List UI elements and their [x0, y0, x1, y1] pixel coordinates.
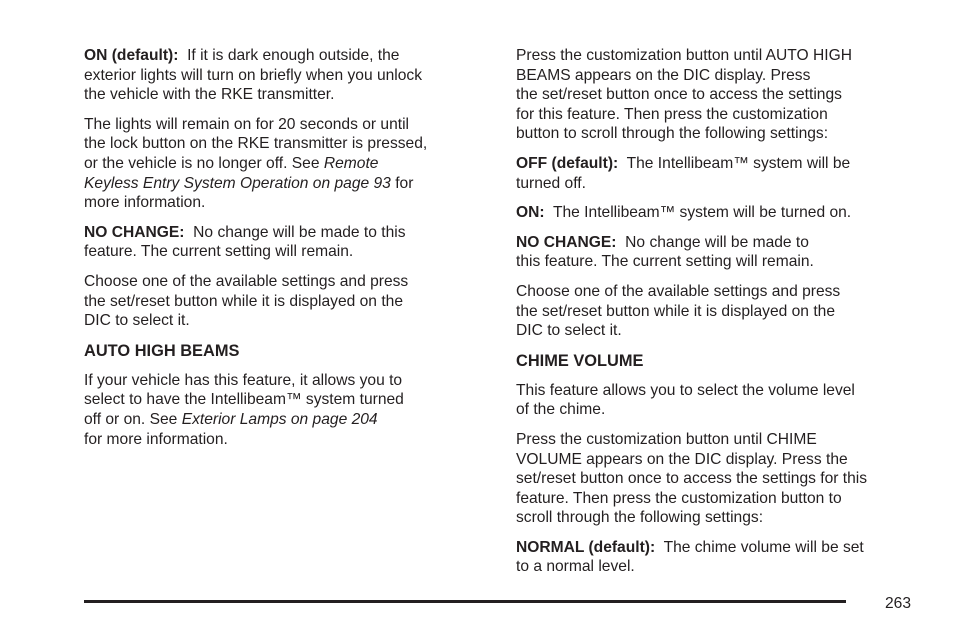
rke-xref-link-part-1[interactable]: Remote [323, 154, 379, 172]
right-no-change-line-1: No change will be made to [625, 233, 809, 251]
cv-press-line-5: scroll through the following settings: [516, 509, 764, 527]
choose-paragraph [84, 272, 484, 331]
page-number: 263 [885, 595, 912, 612]
cv-desc-line-1: This feature allows you to select the volume level [516, 381, 855, 399]
lights-remain-line-5: more information. [84, 194, 206, 212]
press-line-4: for this feature. Then press the customization [516, 105, 828, 123]
lights-remain-line-3: or the vehicle is no longer off. See [84, 154, 320, 172]
on-default-line-3: the vehicle with the RKE transmitter. [84, 86, 335, 104]
right-choose-line-2: the set/reset button while it is displayed on the [516, 302, 835, 320]
lights-remain-paragraph [84, 115, 484, 213]
ahb-line-3: off or on. See [84, 410, 178, 428]
auto-high-beams-heading: AUTO HIGH BEAMS [84, 341, 240, 360]
right-choose-line-1: Choose one of the available settings and press [516, 282, 841, 300]
press-line-2: BEAMS appears on the DIC display. Press [516, 66, 811, 84]
on-default-paragraph [84, 46, 484, 105]
on-default-line-1: If it is dark enough outside, the [187, 47, 400, 64]
rke-xref-link-part-2[interactable]: Keyless Entry System Operation on page 93 [84, 174, 391, 192]
right-choose-paragraph [516, 282, 922, 341]
on-term: ON: [516, 204, 545, 222]
cv-press-line-3: set/reset button once to access the settings for this [516, 470, 868, 488]
right-no-change-line-2: this feature. The current setting will remain. [516, 253, 814, 271]
chime-press-paragraph [516, 430, 922, 528]
ahb-line-4: for more information. [84, 430, 228, 448]
choose-line-3: DIC to select it. [84, 312, 190, 330]
cv-press-line-2: VOLUME appears on the DIC display. Press the [516, 450, 848, 468]
lights-remain-line-1: The lights will remain on for 20 seconds or until [84, 115, 410, 133]
no-change-term: NO CHANGE: [84, 223, 185, 241]
exterior-lamps-xref-link[interactable]: Exterior Lamps on page 204 [181, 410, 378, 428]
no-change-paragraph [84, 223, 484, 262]
lights-remain-line-2: the lock button on the RKE transmitter is pressed, [84, 135, 428, 153]
normal-line-1: The chime volume will be set [663, 538, 864, 556]
on-paragraph [516, 203, 922, 223]
right-no-change-paragraph [516, 233, 922, 272]
right-choose-line-3: DIC to select it. [516, 322, 622, 340]
no-change-line-2: feature. The current setting will remain. [84, 243, 354, 261]
off-default-line-2: turned off. [516, 174, 586, 192]
chime-volume-description [516, 381, 922, 420]
cv-press-line-4: feature. Then press the customization button to [516, 489, 842, 507]
off-default-paragraph [516, 154, 922, 193]
chime-volume-heading: CHIME VOLUME [516, 351, 644, 370]
auto-high-beams-description [84, 371, 484, 449]
right-column [516, 46, 922, 587]
press-line-3: the set/reset button once to access the settings [516, 86, 842, 104]
normal-default-term: NORMAL (default): [516, 538, 656, 556]
normal-line-2: to a normal level. [516, 558, 635, 576]
right-no-change-term: NO CHANGE: [516, 233, 617, 251]
press-line-5: button to scroll through the following settings: [516, 125, 829, 143]
cv-desc-line-2: of the chime. [516, 401, 606, 419]
footer-rule [84, 600, 846, 603]
press-ahb-paragraph [516, 46, 922, 144]
no-change-line-1: No change will be made to this [193, 223, 406, 241]
off-default-term: OFF (default): [516, 154, 619, 172]
cv-press-line-1: Press the customization button until CHIME [516, 430, 817, 448]
lights-remain-after: for [395, 174, 414, 192]
off-default-line-1: The Intellibeam™ system will be [626, 154, 851, 172]
press-line-1: Press the customization button until AUTO HIGH [516, 47, 852, 64]
on-default-term: ON (default): [84, 47, 179, 64]
choose-line-2: the set/reset button while it is displayed on the [84, 292, 403, 310]
ahb-line-2: select to have the Intellibeam™ system turned [84, 391, 404, 409]
normal-default-paragraph [516, 538, 922, 577]
on-text: The Intellibeam™ system will be turned on. [552, 204, 852, 222]
ahb-line-1: If your vehicle has this feature, it allows you to [84, 371, 403, 389]
on-default-line-2: exterior lights will turn on briefly when you unlock [84, 66, 423, 84]
left-column [84, 46, 484, 459]
choose-line-1: Choose one of the available settings and press [84, 272, 409, 290]
